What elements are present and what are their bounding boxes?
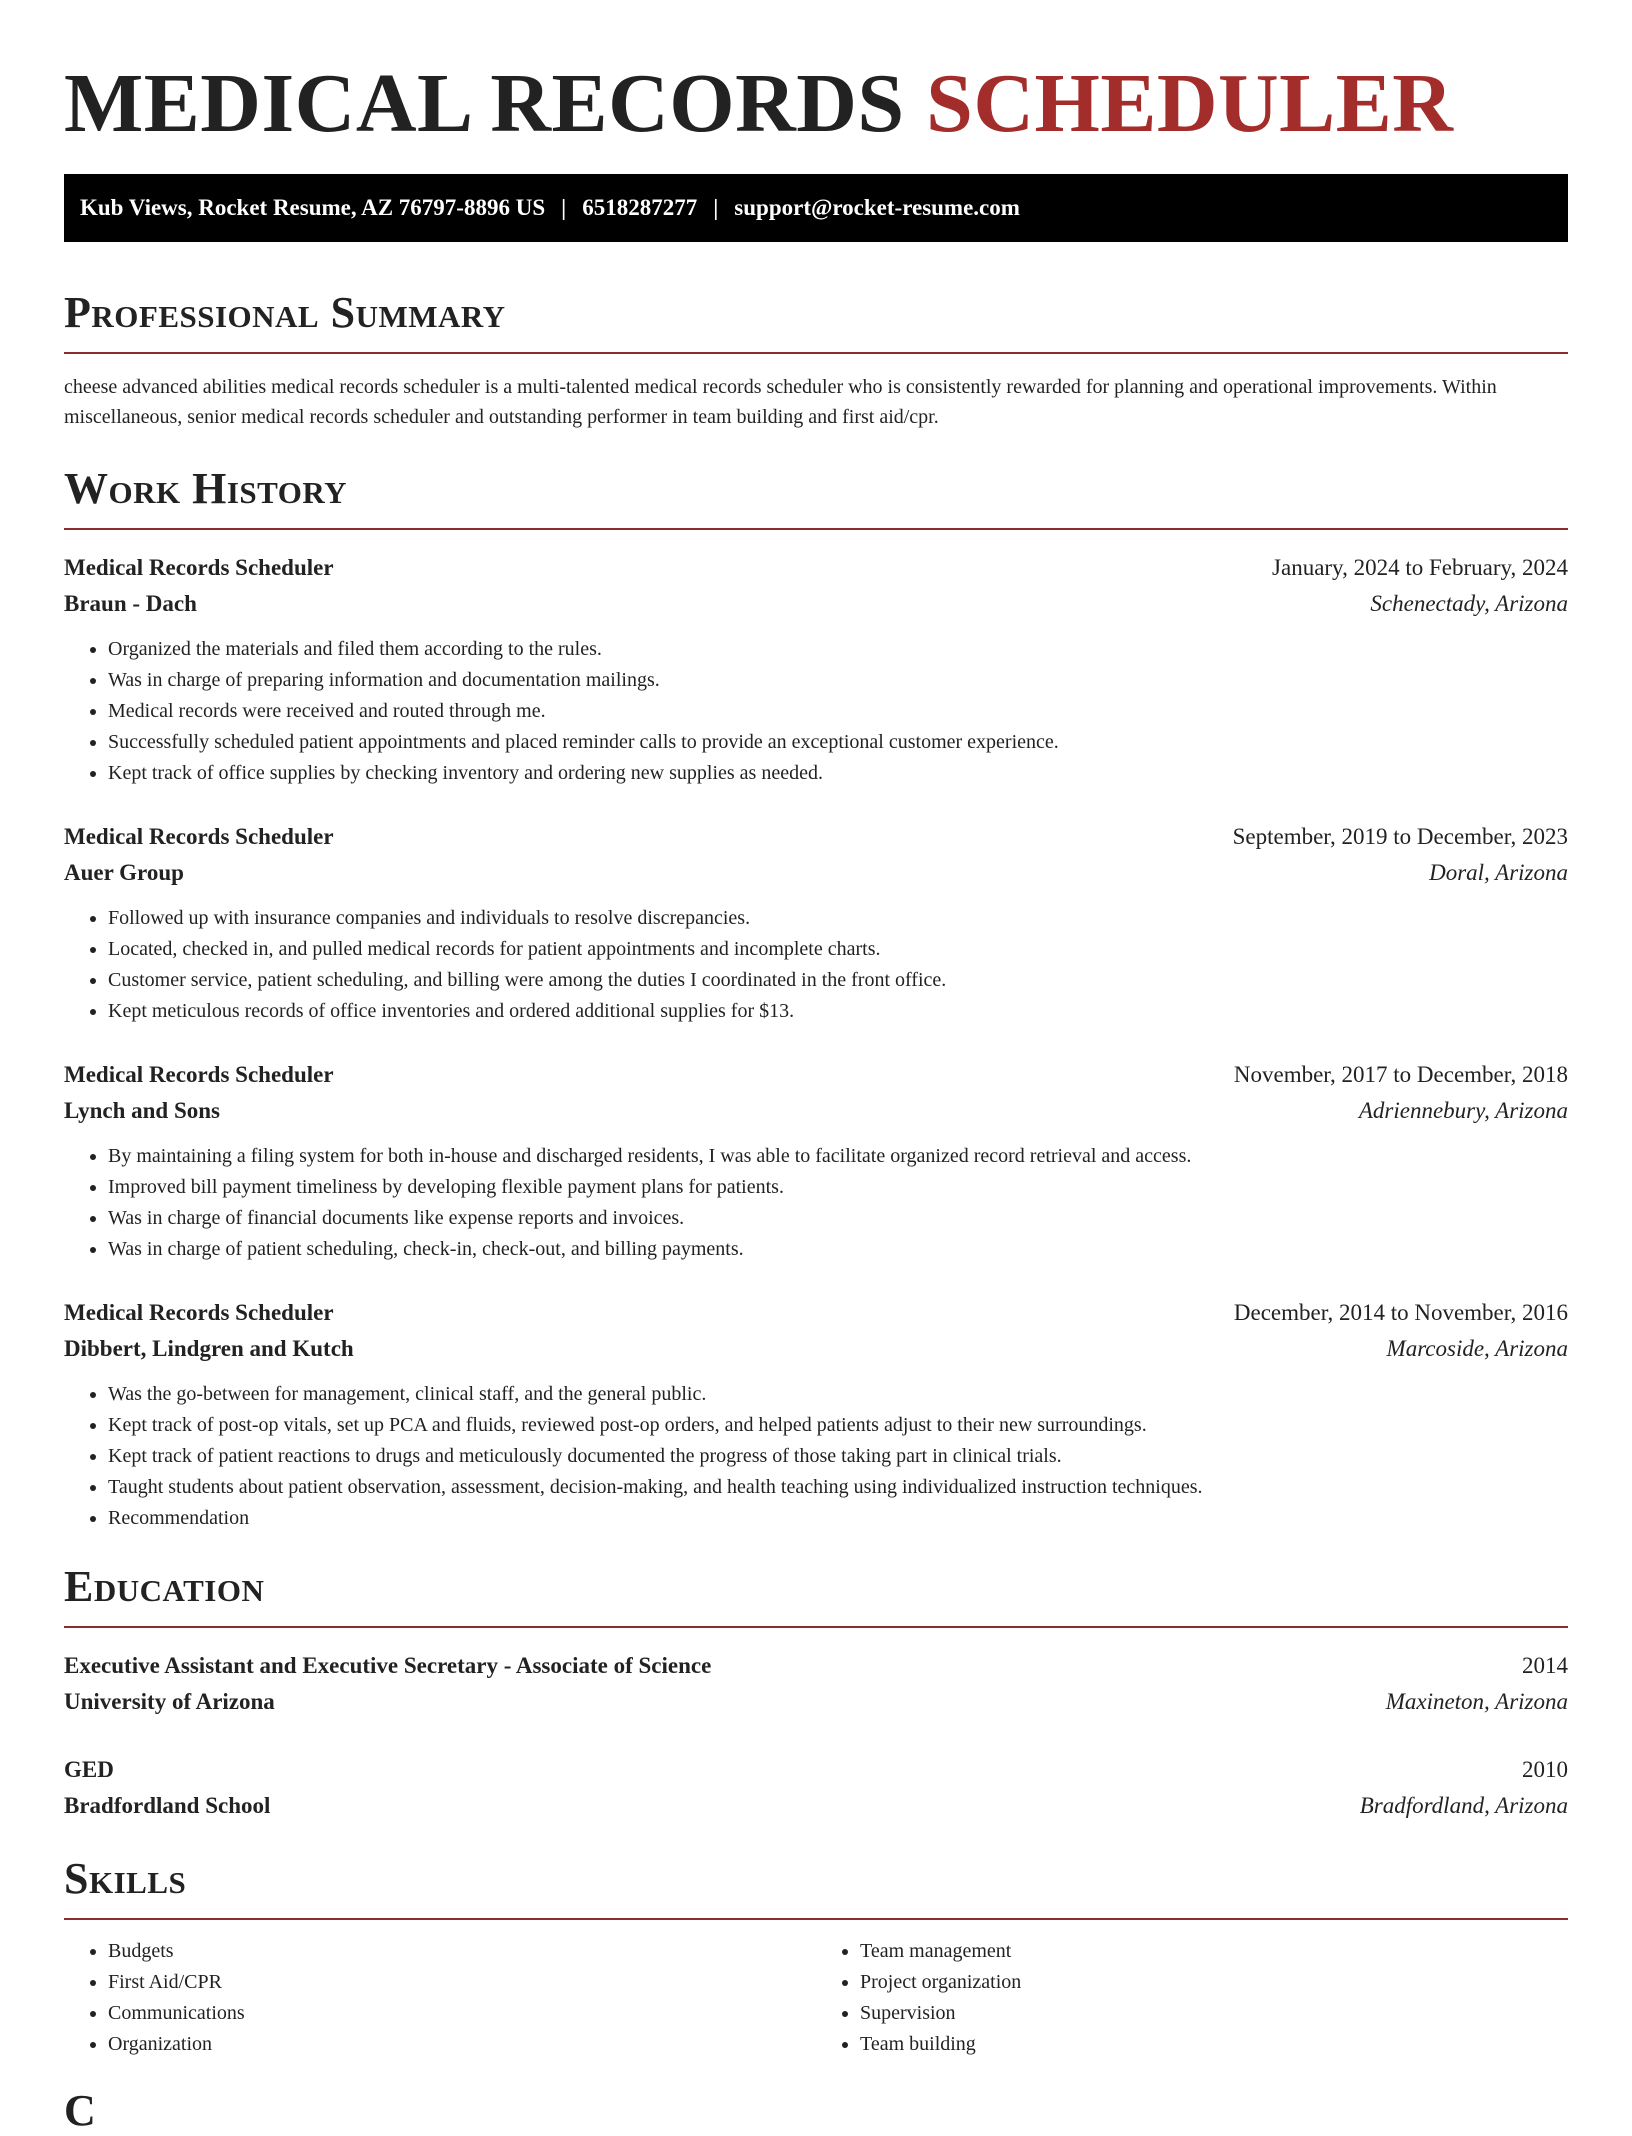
list-item: • Located, checked in, and pulled medical records for patient appointments and incomplete charts.	[108, 934, 1568, 965]
school-name: University of Arizona	[64, 1689, 275, 1714]
school-location: Maxineton, Arizona	[1385, 1689, 1568, 1714]
job-dates: September, 2019 to December, 2023	[1232, 824, 1568, 849]
work-history-section	[64, 464, 1568, 1534]
education-year: 2010	[1522, 1757, 1568, 1782]
resume-title	[64, 0, 1568, 150]
school-name: Bradfordland School	[64, 1793, 271, 1818]
list-item: • Was in charge of financial documents like expense reports and invoices.	[108, 1203, 1568, 1234]
title-main: MEDICAL RECORDS	[64, 57, 905, 150]
list-item: • Kept track of office supplies by checking inventory and ordering new supplies as needed.	[108, 758, 1568, 789]
job-bullets	[64, 903, 1568, 1027]
summary-section	[64, 288, 1568, 432]
job-company: Auer Group	[64, 860, 184, 885]
job-location: Marcoside, Arizona	[1386, 1336, 1568, 1361]
job-dates: November, 2017 to December, 2018	[1233, 1062, 1568, 1087]
cut-off-section-heading: C	[64, 2086, 96, 2135]
contact-phone[interactable]: 6518287277	[582, 195, 698, 220]
list-item: • Budgets	[108, 1936, 816, 1967]
summary-text: cheese advanced abilities medical records scheduler is a multi-talented medical records scheduler who is consistently rewarded for planning and operational improvements. Within miscellaneous, senior medical records scheduler and outstanding performer in team building and first aid/cpr.	[64, 376, 1497, 428]
section-heading: Education	[64, 1562, 1568, 1628]
education-entry	[64, 1648, 1568, 1720]
list-item: • Kept meticulous records of office inventories and ordered additional supplies for $13.	[108, 996, 1568, 1027]
list-item: • Organization	[108, 2029, 816, 2060]
list-item: • Team building	[860, 2029, 1568, 2060]
skills-section	[64, 1854, 1568, 2060]
job-entry	[64, 1057, 1568, 1265]
section-heading: Work History	[64, 464, 1568, 530]
list-item: • Taught students about patient observation, assessment, decision-making, and health teaching using individualized instruction techniques.	[108, 1472, 1568, 1503]
list-item: • Kept track of post-op vitals, set up PCA and fluids, reviewed post-op orders, and helped patients adjust to their new surroundings.	[108, 1410, 1568, 1441]
school-location: Bradfordland, Arizona	[1359, 1793, 1568, 1818]
job-location: Adriennebury, Arizona	[1358, 1098, 1568, 1123]
section-heading: Professional Summary	[64, 288, 1568, 354]
skills-column-right	[816, 1936, 1568, 2060]
education-section	[64, 1562, 1568, 1824]
education-year: 2014	[1522, 1653, 1568, 1678]
list-item: • Medical records were received and routed through me.	[108, 696, 1568, 727]
job-bullets	[64, 634, 1568, 789]
degree: GED	[64, 1757, 114, 1782]
list-item: • Recommendation	[108, 1503, 1568, 1534]
job-entry	[64, 550, 1568, 789]
list-item: • By maintaining a filing system for both in-house and discharged residents, I was able to facilitate organized record retrieval and access.	[108, 1141, 1568, 1172]
job-dates: December, 2014 to November, 2016	[1233, 1300, 1568, 1325]
skills-column-left	[64, 1936, 816, 2060]
job-company: Braun - Dach	[64, 591, 197, 616]
list-item: • Customer service, patient scheduling, and billing were among the duties I coordinated in the front office.	[108, 965, 1568, 996]
contact-address: Kub Views, Rocket Resume, AZ 76797-8896 US	[80, 195, 546, 220]
job-company: Dibbert, Lindgren and Kutch	[64, 1336, 354, 1361]
education-entry	[64, 1752, 1568, 1824]
contact-bar	[64, 174, 1568, 242]
contact-separator: |	[713, 195, 719, 220]
contact-email[interactable]: support@rocket-resume.com	[734, 195, 1020, 220]
section-heading: Skills	[64, 1854, 1568, 1920]
list-item: • Project organization	[860, 1967, 1568, 1998]
degree: Executive Assistant and Executive Secretary - Associate of Science	[64, 1653, 712, 1678]
job-title: Medical Records Scheduler	[64, 824, 334, 849]
job-location: Doral, Arizona	[1429, 860, 1568, 885]
job-title: Medical Records Scheduler	[64, 1062, 334, 1087]
title-accent: SCHEDULER	[926, 57, 1454, 150]
list-item: • Successfully scheduled patient appointments and placed reminder calls to provide an exceptional customer experience.	[108, 727, 1568, 758]
list-item: • Followed up with insurance companies and individuals to resolve discrepancies.	[108, 903, 1568, 934]
list-item: • Was the go-between for management, clinical staff, and the general public.	[108, 1379, 1568, 1410]
list-item: • Kept track of patient reactions to drugs and meticulously documented the progress of those taking part in clinical trials.	[108, 1441, 1568, 1472]
contact-separator: |	[561, 195, 567, 220]
list-item: • Was in charge of preparing information and documentation mailings.	[108, 665, 1568, 696]
job-dates: January, 2024 to February, 2024	[1272, 555, 1568, 580]
list-item: • Supervision	[860, 1998, 1568, 2029]
list-item: • Improved bill payment timeliness by developing flexible payment plans for patients.	[108, 1172, 1568, 1203]
list-item: • Communications	[108, 1998, 816, 2029]
job-entry	[64, 1295, 1568, 1534]
job-title: Medical Records Scheduler	[64, 555, 334, 580]
skills-list	[64, 1936, 1568, 2060]
list-item: • First Aid/CPR	[108, 1967, 816, 1998]
job-title: Medical Records Scheduler	[64, 1300, 334, 1325]
list-item: • Organized the materials and filed them according to the rules.	[108, 634, 1568, 665]
job-company: Lynch and Sons	[64, 1098, 220, 1123]
job-location: Schenectady, Arizona	[1370, 591, 1568, 616]
list-item: • Team management	[860, 1936, 1568, 1967]
job-entry	[64, 819, 1568, 1027]
job-bullets	[64, 1379, 1568, 1534]
job-bullets	[64, 1141, 1568, 1265]
list-item: • Was in charge of patient scheduling, check-in, check-out, and billing payments.	[108, 1234, 1568, 1265]
